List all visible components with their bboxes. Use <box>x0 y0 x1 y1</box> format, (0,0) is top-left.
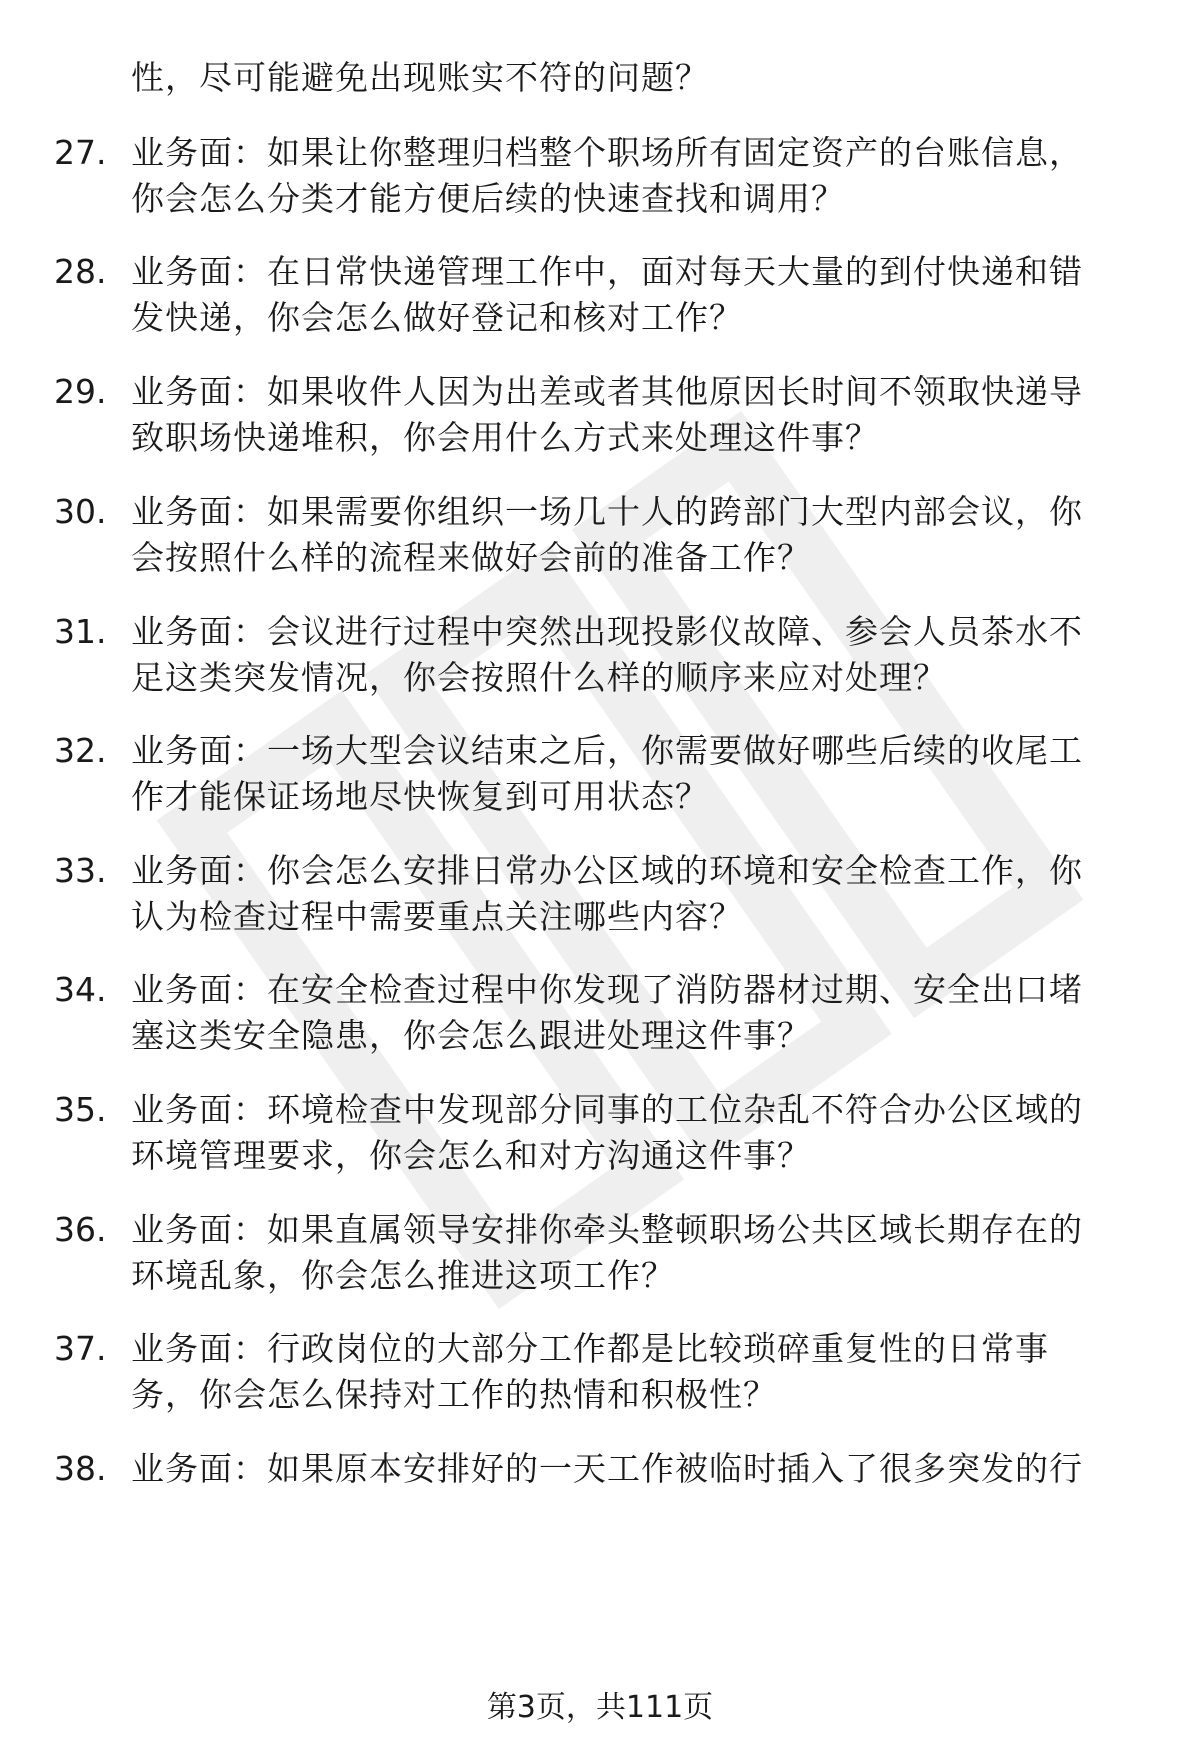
list-item <box>0 250 1200 350</box>
list-item <box>0 1088 1200 1188</box>
list-item <box>0 131 1200 231</box>
question-text-line: 业务面：如果需要你组织一场几十人的跨部门大型内部会议，你 <box>131 492 1083 531</box>
list-item <box>0 968 1200 1068</box>
question-number: 28. <box>54 252 107 291</box>
question-number: 32. <box>54 731 107 770</box>
question-text-line: 作才能保证场地尽快恢复到可用状态？ <box>131 777 709 816</box>
list-item <box>0 729 1200 829</box>
question-number: 34. <box>54 970 107 1009</box>
question-number: 36. <box>54 1210 107 1249</box>
question-text-line: 业务面：如果收件人因为出差或者其他原因长时间不领取快递导 <box>131 372 1083 411</box>
question-number: 38. <box>54 1449 107 1488</box>
question-number: 33. <box>54 851 107 890</box>
list-item <box>0 370 1200 470</box>
question-number: 30. <box>54 492 107 531</box>
question-text-line: 会按照什么样的流程来做好会前的准备工作？ <box>131 538 811 577</box>
list-item <box>0 849 1200 949</box>
question-text-line: 发快递，你会怎么做好登记和核对工作？ <box>131 298 743 337</box>
question-number: 35. <box>54 1090 107 1129</box>
question-text-line: 你会怎么分类才能方便后续的快速查找和调用？ <box>131 179 845 218</box>
question-number: 27. <box>54 133 107 172</box>
question-text-line: 塞这类安全隐患，你会怎么跟进处理这件事？ <box>131 1016 811 1055</box>
question-number: 31. <box>54 612 107 651</box>
list-item <box>0 1208 1200 1308</box>
question-text-line: 致职场快递堆积，你会用什么方式来处理这件事？ <box>131 418 879 457</box>
question-text-line: 足这类突发情况，你会按照什么样的顺序来应对处理？ <box>131 658 947 697</box>
question-text-line: 业务面：如果原本安排好的一天工作被临时插入了很多突发的行 <box>131 1449 1083 1488</box>
question-text-line: 业务面：如果直属领导安排你牵头整顿职场公共区域长期存在的 <box>131 1210 1083 1249</box>
question-text-line: 环境管理要求，你会怎么和对方沟通这件事？ <box>131 1136 811 1175</box>
question-text-line: 业务面：会议进行过程中突然出现投影仪故障、参会人员茶水不 <box>131 612 1083 651</box>
question-text-line: 业务面：环境检查中发现部分同事的工位杂乱不符合办公区域的 <box>131 1090 1083 1129</box>
list-item <box>0 1327 1200 1427</box>
question-text-line: 业务面：行政岗位的大部分工作都是比较琐碎重复性的日常事 <box>131 1329 1049 1368</box>
question-text-line: 认为检查过程中需要重点关注哪些内容？ <box>131 897 743 936</box>
question-text-line: 务，你会怎么保持对工作的热情和积极性？ <box>131 1375 777 1414</box>
question-text-line: 业务面：在安全检查过程中你发现了消防器材过期、安全出口堵 <box>131 970 1083 1009</box>
list-item <box>0 1447 1200 1547</box>
question-text-line: 环境乱象，你会怎么推进这项工作？ <box>131 1256 675 1295</box>
page-footer: 第3页，共111页 <box>486 1690 714 1725</box>
question-text-line: 业务面：在日常快递管理工作中，面对每天大量的到付快递和错 <box>131 252 1083 291</box>
question-number: 37. <box>54 1329 107 1368</box>
list-item <box>0 610 1200 710</box>
question-number: 29. <box>54 372 107 411</box>
continuation-text: 性，尽可能避免出现账实不符的问题？ <box>131 58 709 97</box>
question-text-line: 业务面：如果让你整理归档整个职场所有固定资产的台账信息， <box>131 133 1083 172</box>
list-item <box>0 490 1200 590</box>
question-text-line: 业务面：你会怎么安排日常办公区域的环境和安全检查工作，你 <box>131 851 1083 890</box>
question-text-line: 业务面：一场大型会议结束之后，你需要做好哪些后续的收尾工 <box>131 731 1083 770</box>
